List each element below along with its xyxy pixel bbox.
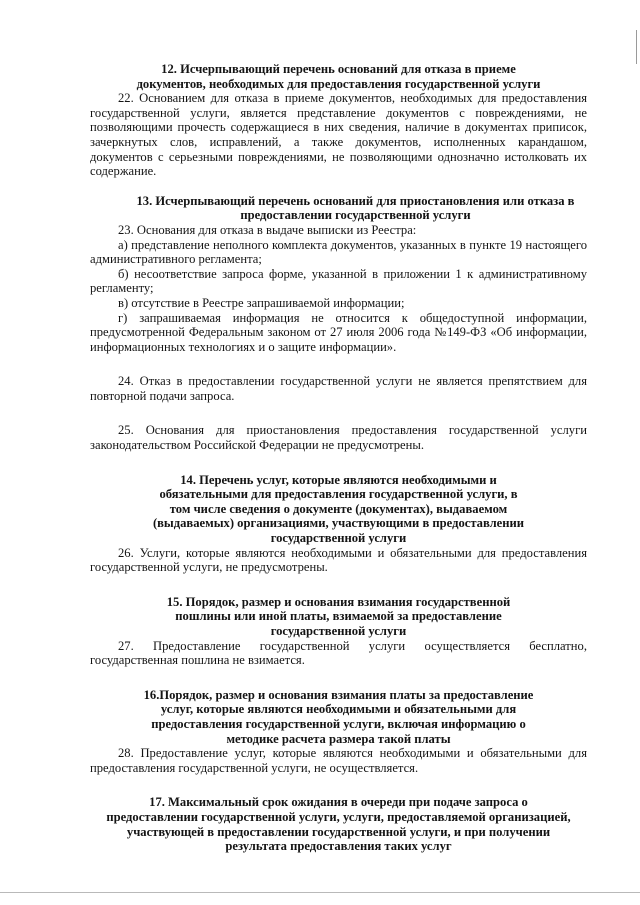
scan-edge-mark [633, 30, 637, 64]
scan-bottom-line [0, 892, 640, 893]
paragraph-28: 28. Предоставление услуг, которые являются необходимыми и обязательными для предоставления государственной услуги, не осуществляется. [90, 746, 587, 775]
item-b: б) несоответствие запроса форме, указанной в приложении 1 к административному регламенту; [90, 266, 587, 296]
item-g: г) запрашиваемая информация не относится к общедоступной информации, предусмотренной Федеральным законом от 27 июля 2006 года №149-ФЗ «Об информации, информационных технологиях и о защите информации». [90, 310, 587, 354]
section-16-heading: 16.Порядок, размер и основания взимания платы за предоставление услуг, которые являются необходимыми и обязательными для предоставления государственной услуги, включая информацию о методике расчета размера такой платы [143, 687, 534, 746]
paragraph-24: 24. Отказ в предоставлении государственной услуги не является препятствием для повторной подачи запроса. [90, 374, 587, 403]
item-a: а) представление неполного комплекта документов, указанных в пункте 19 настоящего административного регламента; [90, 237, 587, 267]
paragraph-22: 22. Основанием для отказа в приеме документов, необходимых для предоставления государственной услуги, является представление документов с повреждениями, не позволяющими прочесть содержащиеся в них сведения, наличие в документах приписок, зачеркнутых слов, исправлений, а также документов, исполненных карандашом, документов с серьезными повреждениями, не позволяющими однозначно истолковать их содержание. [90, 91, 587, 179]
section-13-heading: 13. Исчерпывающий перечень оснований для приостановления или отказа в предоставлении государственной услуги [136, 193, 575, 223]
section-14-heading: 14. Перечень услуг, которые являются необходимыми и обязательными для предоставления государственной услуги, в том числе сведения о документе (документах), выдаваемом (выдаваемых) организациями, участвующими в предоставлении государственной услуги [152, 472, 525, 546]
paragraph-27: 27. Предоставление государственной услуги осуществляется бесплатно, государственная пошлина не взимается. [90, 638, 587, 668]
section-17-heading: 17. Максимальный срок ожидания в очереди при подаче запроса о предоставлении государственной услуги, услуги, предоставляемой организацией, участвующей в предоставлении государственной услуги, и при получении результата предоставления таких услуг [106, 795, 571, 854]
section-12-heading: 12. Исчерпывающий перечень оснований для отказа в приеме документов, необходимых для предоставления государственной услуги [136, 62, 541, 91]
item-v: в) отсутствие в Реестре запрашиваемой информации; [118, 295, 405, 310]
paragraph-26: 26. Услуги, которые являются необходимыми и обязательными для предоставления государственной услуги, не предусмотрены. [90, 545, 587, 575]
paragraph-23: 23. Основания для отказа в выдаче выписки из Реестра: [118, 222, 417, 237]
paragraph-25: 25. Основания для приостановления предоставления государственной услуги законодательством Российской Федерации не предусмотрены. [90, 423, 587, 453]
document-body [90, 62, 587, 854]
section-15-heading: 15. Порядок, размер и основания взимания государственной пошлины или иной платы, взимаемой за предоставление государственной услуги [166, 594, 511, 638]
